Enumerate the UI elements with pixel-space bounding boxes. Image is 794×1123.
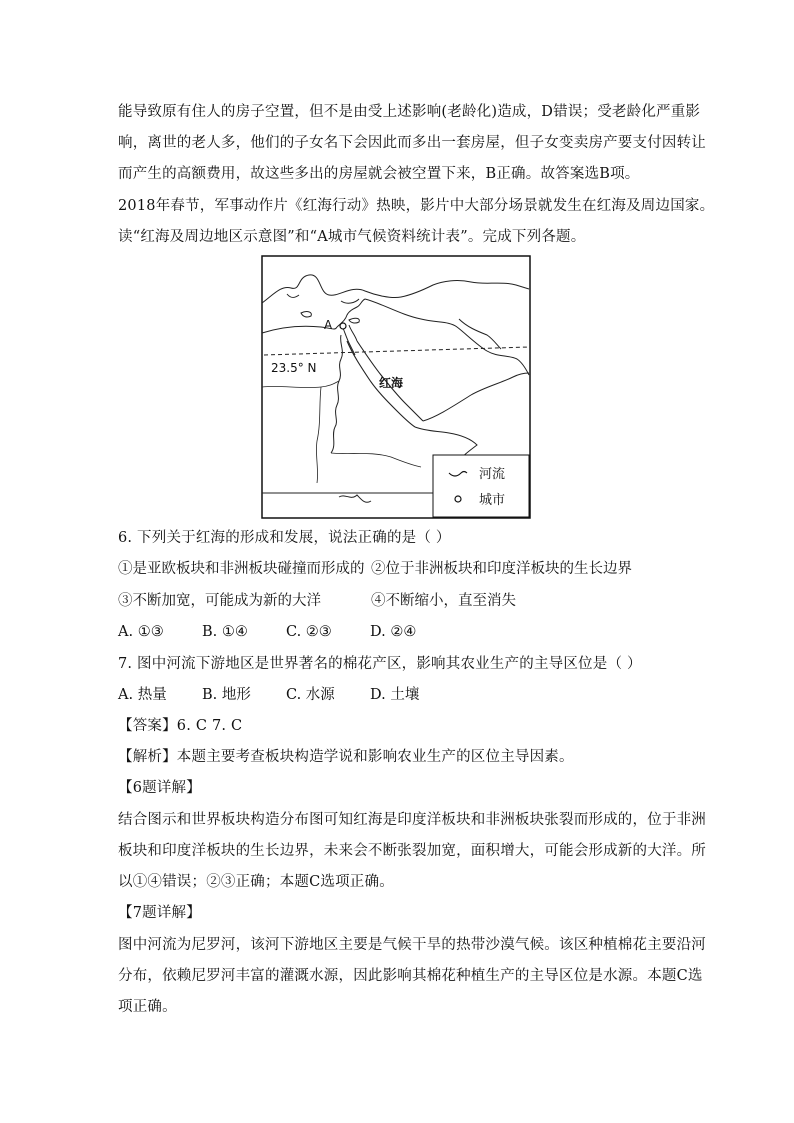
intro-line-2: 响，离世的老人多，他们的子女名下会因此而多出一套房屋，但子女变卖房产要支付因转让 bbox=[118, 135, 706, 151]
city-legend-icon bbox=[455, 496, 461, 502]
answer-line: 【答案】6. C 7. C bbox=[118, 718, 243, 734]
q7-choice-c: C. 水源 bbox=[286, 687, 335, 703]
red-sea-map bbox=[261, 255, 531, 519]
q6-stem: 6. 下列关于红海的形成和发展，说法正确的是（ ） bbox=[118, 530, 451, 546]
q7-choice-d: D. 土壤 bbox=[370, 687, 420, 703]
q6-choice-c: C. ②③ bbox=[286, 624, 332, 640]
q6-statement-3: ③不断加宽，可能成为新的大洋 bbox=[118, 593, 321, 609]
detail6-line-2: 板块和印度洋板块的生长边界，未来会不断张裂加宽，面积增大，可能会形成新的大洋。所 bbox=[118, 843, 706, 859]
tropic-label: 23.5° N bbox=[271, 361, 317, 375]
city-a-marker bbox=[340, 323, 346, 329]
intro-line-1: 能导致原有住人的房子空置，但不是由受上述影响(老龄化)造成，D错误；受老龄化严重影 bbox=[118, 104, 701, 120]
detail7-line-2: 分布，依赖尼罗河丰富的灌溉水源，因此影响其棉花种植生产的主导区位是水源。本题C选 bbox=[118, 968, 703, 984]
detail6-heading: 【6题详解】 bbox=[118, 780, 201, 796]
q7-choice-a: A. 热量 bbox=[118, 687, 167, 703]
detail6-line-3: 以①④错误；②③正确；本题C选项正确。 bbox=[118, 874, 394, 890]
legend-city-label: 城市 bbox=[479, 493, 506, 508]
red-sea-label: 红海 bbox=[379, 376, 404, 390]
detail7-heading: 【7题详解】 bbox=[118, 905, 201, 921]
q6-choice-b: B. ①④ bbox=[202, 624, 248, 640]
q7-stem: 7. 图中河流下游地区是世界著名的棉花产区，影响其农业生产的主导区位是（ ） bbox=[118, 656, 642, 672]
intro-line-4: 2018年春节，军事动作片《红海行动》热映，影片中大部分场景就发生在红海及周边国家。 bbox=[118, 198, 715, 214]
legend-river-label: 河流 bbox=[479, 467, 506, 482]
detail7-line-1: 图中河流为尼罗河，该河下游地区主要是气候干旱的热带沙漠气候。该区种植棉花主要沿河 bbox=[118, 937, 706, 953]
q6-choice-a: A. ①③ bbox=[118, 624, 164, 640]
map-legend bbox=[433, 455, 529, 517]
q6-statement-2: ②位于非洲板块和印度洋板块的生长边界 bbox=[371, 561, 632, 577]
q7-choice-b: B. 地形 bbox=[202, 687, 251, 703]
detail7-line-3: 项正确。 bbox=[118, 999, 177, 1015]
intro-line-5: 读“红海及周边地区示意图”和“A城市气候资料统计表”。完成下列各题。 bbox=[118, 229, 586, 245]
q6-statement-4: ④不断缩小，直至消失 bbox=[371, 593, 516, 609]
q6-statement-1: ①是亚欧板块和非洲板块碰撞而形成的 bbox=[118, 561, 365, 577]
intro-line-3: 而产生的高额费用，故这些多出的房屋就会被空置下来，B正确。故答案选B项。 bbox=[118, 166, 640, 182]
analysis-line: 【解析】本题主要考查板块构造学说和影响农业生产的区位主导因素。 bbox=[118, 749, 574, 765]
city-a-label: A bbox=[324, 318, 333, 332]
q6-choice-d: D. ②④ bbox=[370, 624, 417, 640]
detail6-line-1: 结合图示和世界板块构造分布图可知红海是印度洋板块和非洲板块张裂而形成的，位于非洲 bbox=[118, 812, 706, 828]
